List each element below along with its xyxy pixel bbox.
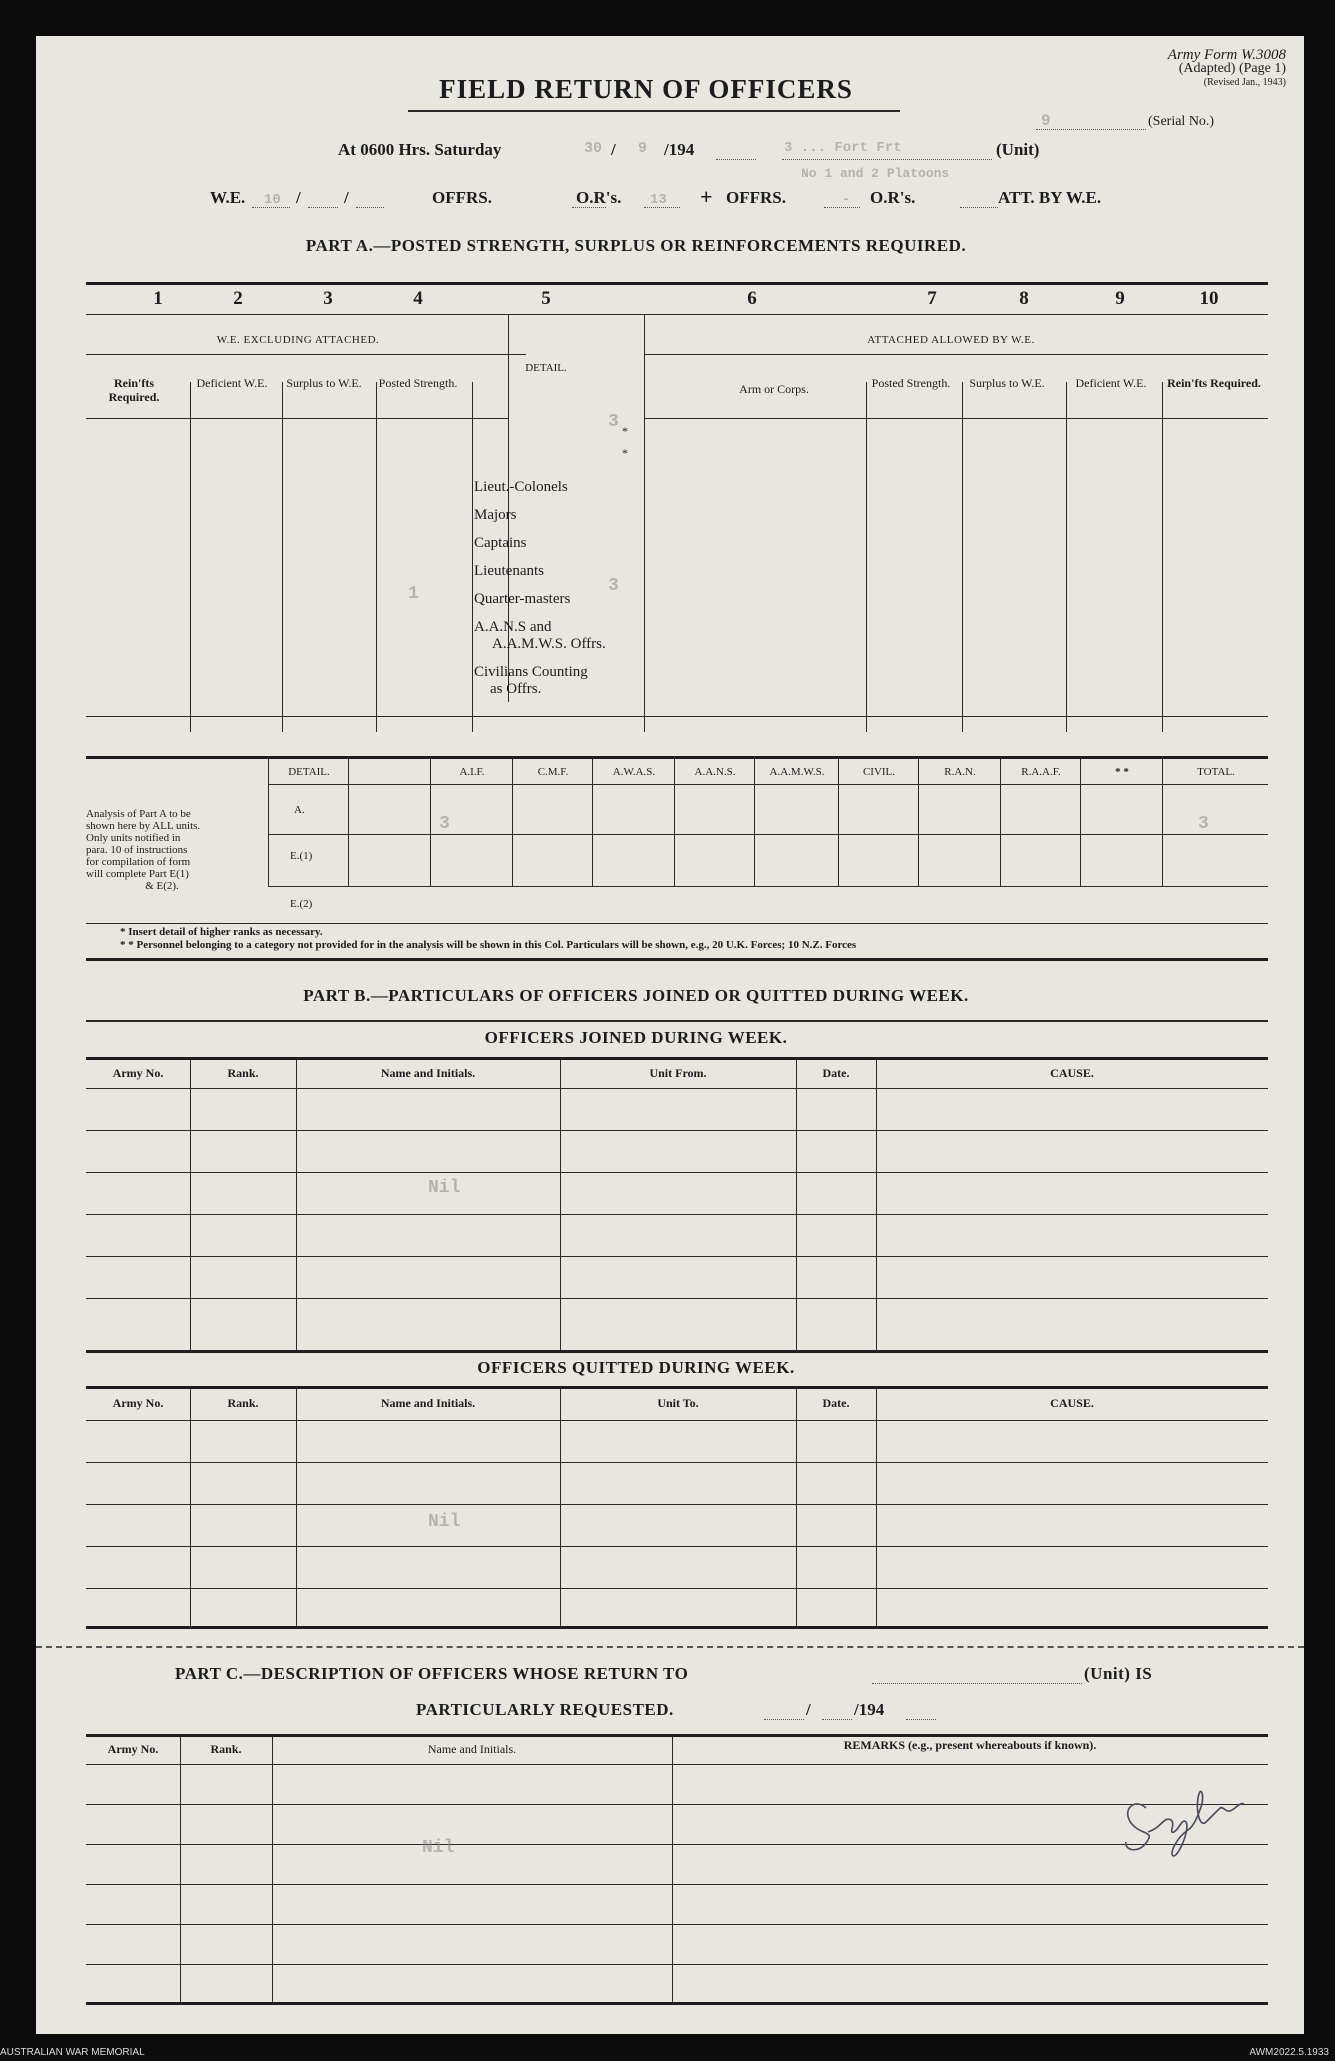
col-number: 10 bbox=[1199, 288, 1219, 309]
part-a-vline bbox=[190, 382, 191, 732]
part-c-nil: Nil bbox=[422, 1838, 455, 1858]
part-c-row-rule bbox=[86, 1844, 1268, 1845]
rank-label: Lieut.-Colonels bbox=[474, 479, 568, 495]
part-c-title-a: PART C.—DESCRIPTION OF OFFICERS WHOSE RETURN TO bbox=[175, 1664, 689, 1683]
part-c-row-rule bbox=[86, 1924, 1268, 1925]
analysis-note bbox=[86, 808, 238, 892]
analysis-bottom-rule bbox=[86, 923, 1268, 924]
we-slash-1: / bbox=[296, 188, 301, 207]
offrs-label: OFFRS. bbox=[432, 188, 492, 207]
quitted-header: Name and Initials. bbox=[380, 1396, 476, 1410]
rank-label: Civilians Counting bbox=[474, 664, 588, 680]
part-c-date-dots-2 bbox=[822, 1718, 852, 1720]
joined-row-rule bbox=[86, 1298, 1268, 1299]
group-attached-allowed: ATTACHED ALLOWED BY W.E. bbox=[867, 334, 1035, 346]
col-number: 3 bbox=[323, 288, 333, 309]
we-slash-2: / bbox=[344, 188, 349, 207]
joined-vline bbox=[876, 1060, 877, 1350]
part-a-vline bbox=[866, 382, 867, 732]
part-c-header-rule bbox=[86, 1764, 1268, 1765]
col-number: 9 bbox=[1115, 288, 1125, 309]
part-b-title-rule bbox=[86, 1020, 1268, 1022]
analysis-header: A.I.F. bbox=[459, 766, 485, 778]
analysis-vline bbox=[754, 759, 755, 887]
star-marker: * bbox=[622, 424, 628, 438]
analysis-header: DETAIL. bbox=[288, 766, 330, 778]
part-a-vline bbox=[376, 382, 377, 732]
joined-vline bbox=[560, 1060, 561, 1350]
part-c-header: REMARKS (e.g., present whereabouts if known). bbox=[843, 1738, 1097, 1752]
quitted-vline bbox=[190, 1389, 191, 1626]
analysis-header: A.A.M.W.S. bbox=[769, 766, 825, 778]
part-a-vline bbox=[282, 382, 283, 732]
analysis-row-rule bbox=[268, 886, 1268, 887]
faint-value: 3 bbox=[1198, 814, 1209, 834]
faint-value: 3 bbox=[608, 576, 619, 596]
note-line: will complete Part E(1) bbox=[86, 868, 189, 880]
analysis-vline bbox=[430, 759, 431, 887]
form-id-line1: Army Form W.3008 bbox=[1167, 47, 1286, 63]
unit-dots bbox=[782, 158, 992, 160]
form-id-line2: (Adapted) (Page 1) bbox=[1178, 61, 1286, 76]
att-by-we-label: ATT. BY W.E. bbox=[998, 188, 1102, 207]
right-header: Deficient W.E. bbox=[1075, 376, 1147, 390]
right-header: Arm or Corps. bbox=[739, 382, 809, 396]
part-a-vline bbox=[1162, 382, 1163, 732]
part-c-year: /194 bbox=[854, 1700, 885, 1719]
analysis-header: TOTAL. bbox=[1197, 766, 1235, 778]
part-a-vline bbox=[644, 314, 645, 732]
form-identifier bbox=[1036, 48, 1286, 90]
joined-nil: Nil bbox=[428, 1178, 461, 1198]
quitted-title: OFFICERS QUITTED DURING WEEK. bbox=[477, 1358, 795, 1377]
col-number: 7 bbox=[927, 288, 937, 309]
analysis-top-rule bbox=[86, 756, 1268, 759]
joined-vline bbox=[796, 1060, 797, 1350]
quitted-header: Unit To. bbox=[657, 1396, 699, 1410]
joined-header: Date. bbox=[822, 1066, 850, 1080]
we-faint-a: 10 bbox=[264, 192, 281, 208]
analysis-vline bbox=[592, 759, 593, 887]
year-dots bbox=[716, 158, 756, 160]
part-c-unit-dots bbox=[872, 1682, 1082, 1684]
quitted-header: Rank. bbox=[227, 1396, 259, 1410]
part-b-top-rule bbox=[86, 958, 1268, 961]
part-c-row-rule bbox=[86, 1804, 1268, 1805]
rank-label: Captains bbox=[474, 535, 527, 551]
joined-header: CAUSE. bbox=[1050, 1066, 1094, 1080]
analysis-vline bbox=[674, 759, 675, 887]
col-number: 6 bbox=[747, 288, 757, 309]
part-c-year-dots bbox=[906, 1718, 936, 1720]
joined-vline bbox=[190, 1060, 191, 1350]
joined-bottom-rule bbox=[86, 1350, 1268, 1353]
offrs2-label: OFFRS. bbox=[726, 188, 786, 207]
title-underline bbox=[408, 110, 900, 112]
analysis-vline bbox=[348, 759, 349, 887]
joined-header: Name and Initials. bbox=[380, 1066, 476, 1080]
joined-header: Rank. bbox=[227, 1066, 259, 1080]
part-c-header: Rank. bbox=[210, 1742, 242, 1756]
part-c-top-rule bbox=[86, 1734, 1268, 1737]
day-faint: 30 bbox=[584, 140, 603, 157]
quitted-top-rule bbox=[86, 1386, 1268, 1389]
part-c-row-rule bbox=[86, 1964, 1268, 1965]
left-header: Surplus to W.E. bbox=[286, 376, 362, 390]
quitted-vline bbox=[876, 1389, 877, 1626]
quitted-nil: Nil bbox=[428, 1512, 461, 1532]
part-b-title: PART B.—PARTICULARS OF OFFICERS JOINED OR QUITTED DURING WEEK. bbox=[303, 986, 969, 1005]
footer-left: AUSTRALIAN WAR MEMORIAL bbox=[0, 2047, 145, 2058]
quitted-vline bbox=[296, 1389, 297, 1626]
footnote: * Insert detail of higher ranks as necessary. bbox=[120, 926, 323, 938]
analysis-header: * * bbox=[1115, 766, 1129, 778]
quitted-row-rule bbox=[86, 1504, 1268, 1505]
unit-faint-2: No 1 and 2 Platoons bbox=[801, 166, 950, 181]
analysis-header: R.A.N. bbox=[944, 766, 976, 778]
right-header: Surplus to W.E. bbox=[969, 376, 1045, 390]
part-c-header: Army No. bbox=[107, 1742, 159, 1756]
joined-header: Army No. bbox=[112, 1066, 164, 1080]
month-faint: 9 bbox=[638, 140, 648, 157]
faint-value: 3 bbox=[608, 412, 619, 432]
col-number: 8 bbox=[1019, 288, 1029, 309]
signature bbox=[1116, 1768, 1256, 1864]
footer-right: AWM2022.5.1933 bbox=[1249, 2047, 1329, 2058]
we-label: W.E. bbox=[210, 188, 246, 207]
footnote: * * Personnel belonging to a category not provided for in the analysis will be shown in this Col. Particulars will be shown, e.g., 20 U.K. Forces; 10 N.Z. Forces bbox=[120, 939, 857, 951]
page-title: FIELD RETURN OF OFFICERS bbox=[439, 74, 853, 104]
left-header-rule bbox=[86, 418, 508, 419]
part-a-vline bbox=[962, 382, 963, 732]
right-header: Rein'fts Required. bbox=[1167, 376, 1261, 390]
joined-header: Unit From. bbox=[649, 1066, 707, 1080]
part-c-vline bbox=[672, 1737, 673, 2002]
joined-title: OFFICERS JOINED DURING WEEK. bbox=[484, 1028, 788, 1047]
col-number: 2 bbox=[233, 288, 243, 309]
joined-vline bbox=[296, 1060, 297, 1350]
rank-label: Majors bbox=[474, 507, 517, 523]
group-right-rule bbox=[644, 354, 1268, 355]
we-faint-c: - bbox=[842, 192, 851, 208]
analysis-row-label: A. bbox=[294, 804, 305, 816]
joined-row-rule bbox=[86, 1130, 1268, 1131]
offrs2-dots bbox=[824, 206, 860, 208]
perforation-line bbox=[36, 1646, 1304, 1648]
quitted-row-rule bbox=[86, 1462, 1268, 1463]
analysis-header: C.M.F. bbox=[537, 766, 569, 778]
analysis-header: R.A.A.F. bbox=[1021, 766, 1061, 778]
col-number: 4 bbox=[413, 288, 423, 309]
unit-label: (Unit) bbox=[996, 140, 1040, 159]
serial-dots bbox=[1036, 128, 1146, 130]
ors-dots bbox=[644, 206, 680, 208]
part-c-vline bbox=[180, 1737, 181, 2002]
joined-row-rule bbox=[86, 1172, 1268, 1173]
analysis-header: CIVIL. bbox=[862, 766, 896, 778]
year-label: /194 bbox=[664, 140, 695, 159]
quitted-header: Date. bbox=[822, 1396, 850, 1410]
quitted-row-rule bbox=[86, 1588, 1268, 1589]
part-c-row-rule bbox=[86, 1884, 1268, 1885]
serial-label: (Serial No.) bbox=[1148, 114, 1215, 129]
part-c-title-c: PARTICULARLY REQUESTED. bbox=[416, 1700, 674, 1719]
group-we-excluding: W.E. EXCLUDING ATTACHED. bbox=[216, 334, 380, 346]
analysis-vline bbox=[918, 759, 919, 887]
ors2-dots bbox=[960, 206, 998, 208]
ors2-label: O.R's. bbox=[870, 188, 916, 207]
joined-row-rule bbox=[86, 1256, 1268, 1257]
analysis-vline bbox=[1162, 759, 1163, 887]
detail-header: DETAIL. bbox=[525, 362, 567, 374]
note-line: Analysis of Part A to be bbox=[86, 808, 191, 820]
star-marker: * bbox=[622, 446, 628, 460]
right-header-rule bbox=[644, 418, 1268, 419]
we-dots-3 bbox=[356, 206, 384, 208]
part-c-vline bbox=[272, 1737, 273, 2002]
quitted-header: CAUSE. bbox=[1050, 1396, 1094, 1410]
part-a-vline bbox=[1066, 382, 1067, 732]
note-line: for compilation of form bbox=[86, 856, 191, 868]
we-dots-2 bbox=[308, 206, 338, 208]
we-faint-b: 13 bbox=[650, 192, 667, 208]
rank-list bbox=[474, 478, 606, 697]
analysis-vline bbox=[268, 759, 269, 887]
quitted-vline bbox=[560, 1389, 561, 1626]
plus-sign: + bbox=[700, 184, 713, 209]
quitted-vline bbox=[796, 1389, 797, 1626]
part-a-vline bbox=[472, 382, 473, 732]
part-c-header: Name and Initials. bbox=[427, 1742, 517, 1756]
serial-faint: 9 bbox=[1041, 112, 1051, 130]
quitted-bottom-rule bbox=[86, 1626, 1268, 1629]
part-a-top-rule bbox=[86, 282, 1268, 285]
quitted-header: Army No. bbox=[112, 1396, 164, 1410]
form-id-line3: (Revised Jan., 1943) bbox=[1203, 77, 1286, 88]
rank-label: A.A.M.W.S. Offrs. bbox=[492, 636, 606, 652]
analysis-row-rule bbox=[268, 834, 1268, 835]
part-a-bottom-rule bbox=[86, 716, 1268, 717]
col-number: 5 bbox=[541, 288, 551, 309]
note-line: & E(2). bbox=[145, 880, 179, 892]
right-header: Posted Strength. bbox=[871, 376, 951, 390]
note-line: Only units notified in bbox=[86, 832, 181, 844]
analysis-vline bbox=[838, 759, 839, 887]
analysis-vline bbox=[1080, 759, 1081, 887]
rank-label: A.A.N.S and bbox=[474, 619, 552, 635]
analysis-row-rule bbox=[268, 784, 1268, 785]
faint-value: 3 bbox=[439, 814, 450, 834]
col-number: 1 bbox=[153, 288, 163, 309]
faint-value: 1 bbox=[408, 584, 419, 604]
left-header: Posted Strength. bbox=[378, 376, 458, 390]
part-c-slash: / bbox=[806, 1700, 811, 1719]
analysis-header: A.A.N.S. bbox=[694, 766, 736, 778]
left-header: Deficient W.E. bbox=[196, 376, 268, 390]
at-time-label: At 0600 Hrs. Saturday bbox=[338, 140, 502, 159]
joined-row-rule bbox=[86, 1214, 1268, 1215]
part-a-numrow-rule bbox=[86, 314, 1268, 315]
analysis-header: A.W.A.S. bbox=[612, 766, 656, 778]
analysis-row-label: E.(1) bbox=[290, 850, 313, 862]
part-c-bottom-rule bbox=[86, 2002, 1268, 2005]
analysis-vline bbox=[512, 759, 513, 887]
note-line: shown here by ALL units. bbox=[86, 820, 201, 832]
rank-label: Lieutenants bbox=[474, 563, 544, 579]
rank-label: as Offrs. bbox=[490, 681, 542, 697]
note-line: para. 10 of instructions bbox=[86, 844, 188, 856]
part-c-date-dots-1 bbox=[764, 1718, 804, 1720]
part-c-title-b: (Unit) IS bbox=[1084, 1664, 1153, 1683]
quitted-header-rule bbox=[86, 1420, 1268, 1421]
group-left-rule bbox=[86, 354, 526, 355]
left-header: Rein'fts Required. bbox=[108, 376, 160, 404]
joined-header-rule bbox=[86, 1088, 1268, 1089]
part-a-title: PART A.—POSTED STRENGTH, SURPLUS OR REINFORCEMENTS REQUIRED. bbox=[305, 236, 967, 255]
analysis-vline bbox=[1000, 759, 1001, 887]
ors-label: O.R's. bbox=[576, 188, 622, 207]
quitted-row-rule bbox=[86, 1546, 1268, 1547]
rank-label: Quarter-masters bbox=[474, 591, 571, 607]
unit-faint-1: 3 ... Fort Frt bbox=[784, 140, 902, 156]
form-page bbox=[36, 36, 1304, 2034]
date-slash: / bbox=[611, 140, 616, 159]
joined-top-rule bbox=[86, 1057, 1268, 1060]
analysis-row-label: E.(2) bbox=[290, 898, 313, 910]
